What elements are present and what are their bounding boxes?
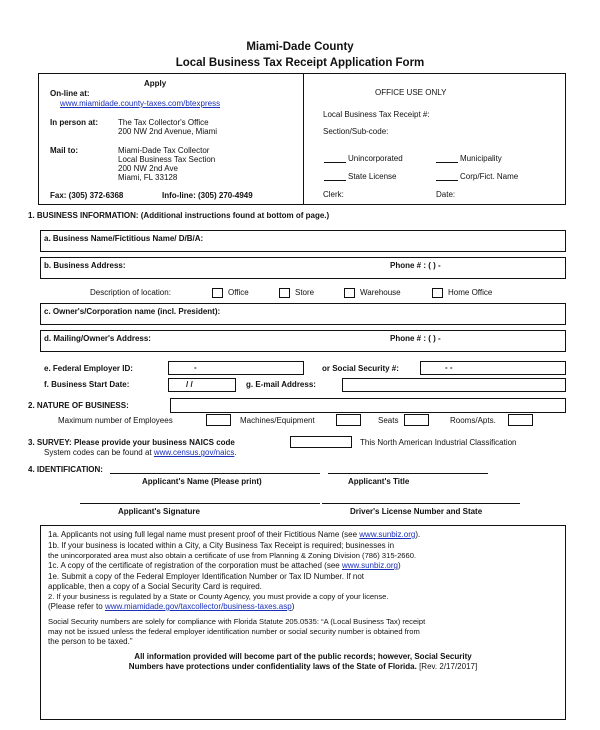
note-1a-end: ). — [415, 530, 421, 539]
applicant-signature-label: Applicant's Signature — [118, 507, 200, 516]
office-checkbox[interactable] — [212, 288, 223, 298]
survey-line2 — [44, 448, 237, 457]
federal-id-field[interactable] — [168, 361, 304, 375]
warehouse-checkbox[interactable] — [344, 288, 355, 298]
sunbiz-link-2[interactable]: www.sunbiz.org — [341, 561, 398, 570]
note-1e-line2: applicable, then a copy of a Social Security Card is required. — [48, 582, 262, 591]
max-employees-label: Maximum number of Employees — [58, 416, 173, 425]
ss-notice-line2: may not be issued unless the federal employer identification number or social security number is obtained from — [48, 627, 420, 636]
machines-field[interactable] — [336, 414, 361, 426]
survey-text-a: 3. SURVEY: Please provide your business NAICS code — [28, 438, 235, 447]
identification-heading: 4. IDENTIFICATION: — [28, 465, 103, 474]
applicant-name-label: Applicant's Name (Please print) — [142, 477, 262, 486]
online-label: On-line at: — [50, 89, 90, 98]
seats-label: Seats — [378, 416, 399, 425]
corp-name-label: Corp/Fict. Name — [460, 172, 519, 181]
municipality-label: Municipality — [460, 154, 502, 163]
mailing-address-label: d. Mailing/Owner's Address: — [44, 334, 151, 343]
receipt-number-label: Local Business Tax Receipt #: — [323, 110, 430, 119]
applicant-title-label: Applicant's Title — [348, 477, 410, 486]
owner-name-label: c. Owner's/Corporation name (incl. President): — [44, 307, 221, 316]
office-option-label: Office — [228, 288, 249, 297]
office-use-heading: OFFICE USE ONLY — [375, 88, 447, 97]
applicant-name-line[interactable] — [110, 473, 320, 474]
survey-text-b: This North American Industrial Classification — [360, 438, 517, 447]
unincorporated-label: Unincorporated — [348, 154, 403, 163]
note-1e-line1: 1e. Submit a copy of the Federal Employer Identification Number or Tax ID Number. If not — [48, 572, 365, 581]
nature-of-business-heading: 2. NATURE OF BUSINESS: — [28, 401, 129, 410]
applicant-title-line[interactable] — [328, 473, 488, 474]
max-employees-field[interactable] — [206, 414, 231, 426]
location-description-label: Description of location: — [90, 288, 171, 297]
machines-label: Machines/Equipment — [240, 416, 315, 425]
nature-of-business-field[interactable] — [170, 398, 566, 413]
sunbiz-link-1[interactable]: www.sunbiz.org — [359, 530, 416, 539]
in-person-line1: The Tax Collector's Office — [118, 118, 209, 127]
federal-id-label: e. Federal Employer ID: — [44, 364, 133, 373]
mail-line1: Miami-Dade Tax Collector — [118, 146, 210, 155]
ss-notice-line3: the person to be taxed.” — [48, 637, 133, 646]
public-records-text: Numbers have protections under confidentiality laws of the State of Florida. — [128, 662, 417, 671]
business-info-heading: 1. BUSINESS INFORMATION: (Additional instructions found at bottom of page.) — [28, 211, 330, 220]
mail-line2: Local Business Tax Section — [118, 155, 216, 164]
note-2-end: ) — [291, 602, 295, 611]
survey-line1 — [28, 438, 235, 447]
note-1c-text: 1c. A copy of the certificate of registration of the corporation must be attached (see — [48, 561, 340, 570]
public-records-line1: All information provided will become part of the public records; however, Social Security — [134, 652, 472, 661]
start-date-mask: / / — [186, 380, 193, 389]
form-title: Local Business Tax Receipt Application Form — [175, 57, 425, 69]
online-url-link[interactable]: www.miamidade.county-taxes.com/btexpress — [60, 99, 221, 108]
note-1c — [48, 561, 401, 570]
unincorporated-blank[interactable] — [324, 162, 346, 163]
state-license-label: State License — [348, 172, 397, 181]
drivers-license-line[interactable] — [322, 503, 520, 504]
business-address-label: b. Business Address: — [44, 261, 126, 270]
email-label: g. E-mail Address: — [246, 380, 316, 389]
note-1a-text: 1a. Applicants not using full legal name must present proof of their Fictitious Name (see — [48, 530, 358, 539]
ssn-mask: - - — [445, 363, 453, 372]
store-option-label: Store — [295, 288, 315, 297]
note-1b-line1: 1b. If your business is located within a City, a City Business Tax Receipt is required; businesses in — [48, 541, 395, 550]
municipality-blank[interactable] — [436, 162, 458, 163]
start-date-label: f. Business Start Date: — [44, 380, 130, 389]
store-checkbox[interactable] — [279, 288, 290, 298]
ss-notice-line1: Social Security numbers are solely for compliance with Florida Statute 205.0535: “A (Local Business Tax) receipt — [48, 617, 426, 626]
revision-date: [Rev. 2/17/2017] — [419, 662, 478, 671]
in-person-line2: 200 NW 2nd Avenue, Miami — [118, 127, 218, 136]
mail-label: Mail to: — [50, 146, 78, 155]
drivers-license-label: Driver's License Number and State — [350, 507, 483, 516]
mail-line3: 200 NW 2nd Ave — [118, 164, 178, 173]
fax-number: Fax: (305) 372-6368 — [50, 191, 124, 200]
in-person-label: In person at: — [50, 118, 99, 127]
public-records-line2 — [40, 662, 566, 671]
corp-name-blank[interactable] — [436, 180, 458, 181]
note-1b-line2: the unincorporated area must also obtain a certificate of use from Planning & Zoning Division (786) 315-2660. — [48, 551, 417, 560]
note-1a — [48, 530, 420, 539]
tax-collector-link[interactable]: www.miamidade.gov/taxcollector/business-taxes.asp — [104, 602, 292, 611]
federal-id-mask: - — [194, 363, 197, 372]
start-date-field[interactable] — [168, 378, 236, 392]
section-subcode-label: Section/Sub-code: — [323, 127, 389, 136]
applicant-signature-line[interactable] — [80, 503, 320, 504]
survey-text-end: . — [234, 448, 237, 457]
info-line: Info-line: (305) 270-4949 — [162, 191, 253, 200]
ssn-field[interactable] — [420, 361, 566, 375]
home-office-option-label: Home Office — [448, 288, 493, 297]
email-field[interactable] — [342, 378, 566, 392]
mail-line4: Miami, FL 33128 — [118, 173, 178, 182]
seats-field[interactable] — [404, 414, 429, 426]
warehouse-option-label: Warehouse — [360, 288, 401, 297]
date-label: Date: — [436, 190, 456, 199]
frame-divider — [303, 73, 304, 205]
rooms-field[interactable] — [508, 414, 533, 426]
note-2-line2 — [48, 602, 294, 611]
note-1c-end: ) — [397, 561, 401, 570]
naics-code-field[interactable] — [290, 436, 352, 448]
survey-text-c: System codes can be found at — [44, 448, 152, 457]
business-phone-label: Phone # : ( ) - — [390, 261, 441, 270]
owner-phone-label: Phone # : ( ) - — [390, 334, 441, 343]
note-2-line1: 2. If your business is regulated by a State or County Agency, you must provide a copy of your license. — [48, 592, 389, 601]
note-2-text: (Please refer to — [48, 602, 103, 611]
county-title: Miami-Dade County — [246, 41, 354, 53]
apply-office-frame — [38, 73, 566, 205]
state-license-blank[interactable] — [324, 180, 346, 181]
ssn-label: or Social Security #: — [322, 364, 399, 373]
census-naics-link[interactable]: www.census.gov/naics — [153, 448, 235, 457]
business-name-label: a. Business Name/Fictitious Name/ D/B/A: — [44, 234, 204, 243]
home-office-checkbox[interactable] — [432, 288, 443, 298]
rooms-label: Rooms/Apts. — [450, 416, 496, 425]
apply-heading: Apply — [144, 79, 167, 88]
clerk-label: Clerk: — [323, 190, 344, 199]
